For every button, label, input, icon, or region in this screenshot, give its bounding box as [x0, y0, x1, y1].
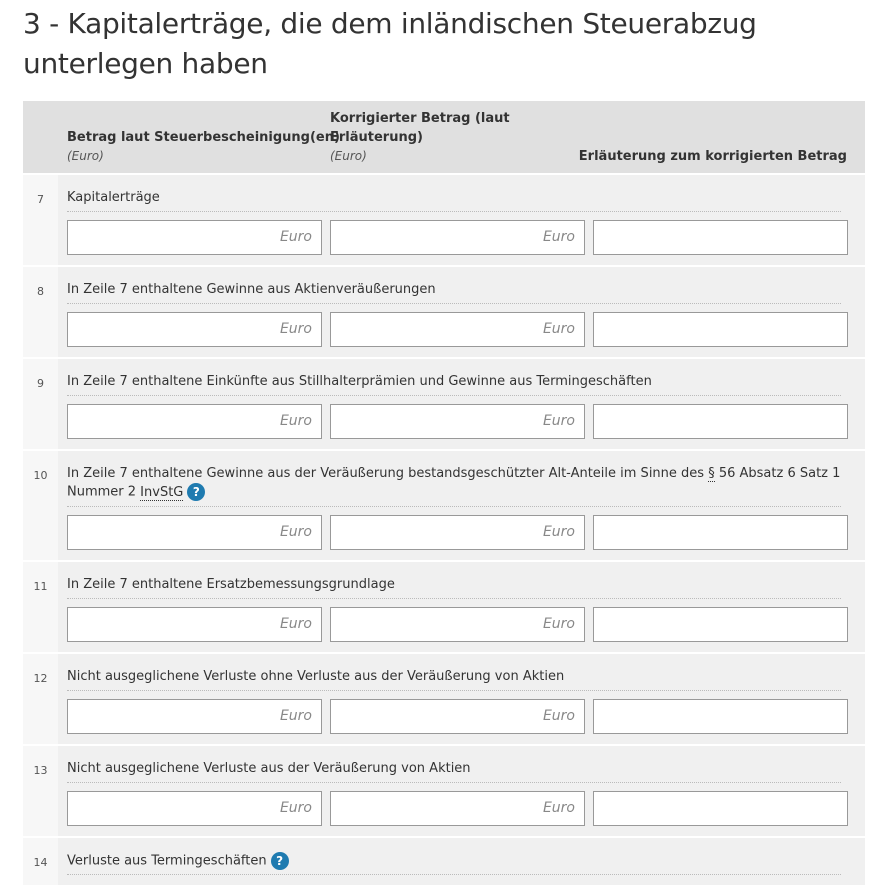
row-label: In Zeile 7 enthaltene Gewinne aus Aktienveräußerungen — [67, 282, 436, 297]
row-number: 14 — [23, 838, 58, 885]
header-col-certificate — [67, 128, 340, 166]
corrected-amount-input[interactable]: Euro — [330, 791, 585, 826]
corrected-amount-input[interactable]: Euro — [330, 607, 585, 642]
certificate-amount-input[interactable]: Euro — [67, 791, 322, 826]
explanation-input[interactable] — [593, 607, 848, 642]
explanation-input[interactable] — [593, 220, 848, 255]
header-col-corrected — [330, 109, 520, 166]
certificate-amount-input[interactable]: Euro — [67, 515, 322, 550]
row-number: 8 — [23, 267, 58, 357]
table-header — [23, 101, 865, 173]
explanation-input[interactable] — [593, 515, 848, 550]
help-icon[interactable]: ? — [271, 852, 289, 870]
corrected-amount-input[interactable]: Euro — [330, 699, 585, 734]
row-number: 7 — [23, 175, 58, 265]
row-content — [58, 451, 865, 560]
capital-income-table — [23, 101, 865, 885]
form-row-9 — [23, 359, 865, 449]
explanation-input[interactable] — [593, 791, 848, 826]
row-number: 10 — [23, 451, 58, 560]
header-unit: (Euro) — [330, 147, 520, 166]
row-label: In Zeile 7 enthaltene Einkünfte aus Stillhalterprämien und Gewinne aus Termingeschäften — [67, 374, 652, 389]
form-row-12 — [23, 654, 865, 744]
certificate-amount-input[interactable]: Euro — [67, 607, 322, 642]
paragraph-abbr[interactable]: § — [708, 466, 715, 482]
invstg-abbr[interactable]: InvStG — [140, 485, 183, 501]
row-label-container — [67, 281, 841, 304]
form-row-7 — [23, 175, 865, 265]
row-number: 11 — [23, 562, 58, 652]
row-label: Nicht ausgeglichene Verluste ohne Verluste aus der Veräußerung von Aktien — [67, 669, 564, 684]
explanation-input[interactable] — [593, 404, 848, 439]
row-label-container — [67, 373, 841, 396]
help-icon[interactable]: ? — [187, 483, 205, 501]
row-label: Kapitalerträge — [67, 190, 160, 205]
certificate-amount-input[interactable]: Euro — [67, 220, 322, 255]
row-label: In Zeile 7 enthaltene Ersatzbemessungsgrundlage — [67, 577, 395, 592]
explanation-input[interactable] — [593, 312, 848, 347]
corrected-amount-input[interactable]: Euro — [330, 404, 585, 439]
certificate-amount-input[interactable]: Euro — [67, 312, 322, 347]
row-content — [58, 267, 865, 357]
corrected-amount-input[interactable]: Euro — [330, 312, 585, 347]
row-label-container — [67, 465, 841, 507]
row-label: Nicht ausgeglichene Verluste aus der Veräußerung von Aktien — [67, 761, 471, 776]
form-row-10 — [23, 451, 865, 560]
row-label-container — [67, 852, 841, 876]
row-label-container — [67, 576, 841, 599]
row-number: 12 — [23, 654, 58, 744]
row-label-container — [67, 189, 841, 212]
row-label-container — [67, 760, 841, 783]
page-title: 3 - Kapitalerträge, die dem inländischen Steuerabzug unterlegen haben — [23, 4, 863, 84]
header-label: Betrag laut Steuerbescheinigung(en) — [67, 130, 340, 145]
header-col-explanation: Erläuterung zum korrigierten Betrag — [579, 147, 847, 166]
row-label-container — [67, 668, 841, 691]
form-row-11 — [23, 562, 865, 652]
form-row-8 — [23, 267, 865, 357]
row-content — [58, 562, 865, 652]
certificate-amount-input[interactable]: Euro — [67, 404, 322, 439]
explanation-input[interactable] — [593, 699, 848, 734]
row-content — [58, 746, 865, 836]
row-label: In Zeile 7 enthaltene Gewinne aus der Veräußerung bestandsgeschützter Alt-Anteile im Sinne des — [67, 466, 708, 481]
row-number: 9 — [23, 359, 58, 449]
row-content — [58, 654, 865, 744]
row-number: 13 — [23, 746, 58, 836]
certificate-amount-input[interactable]: Euro — [67, 699, 322, 734]
row-label: Verluste aus Termingeschäften — [67, 853, 267, 868]
row-label: 56 Absatz 6 Satz 1 Nummer 2 — [67, 466, 840, 500]
corrected-amount-input[interactable]: Euro — [330, 220, 585, 255]
corrected-amount-input[interactable]: Euro — [330, 515, 585, 550]
form-row-13 — [23, 746, 865, 836]
header-unit: (Euro) — [67, 147, 340, 166]
row-content — [58, 175, 865, 265]
header-label: Korrigierter Betrag (laut Erläuterung) — [330, 111, 510, 145]
row-content — [58, 359, 865, 449]
